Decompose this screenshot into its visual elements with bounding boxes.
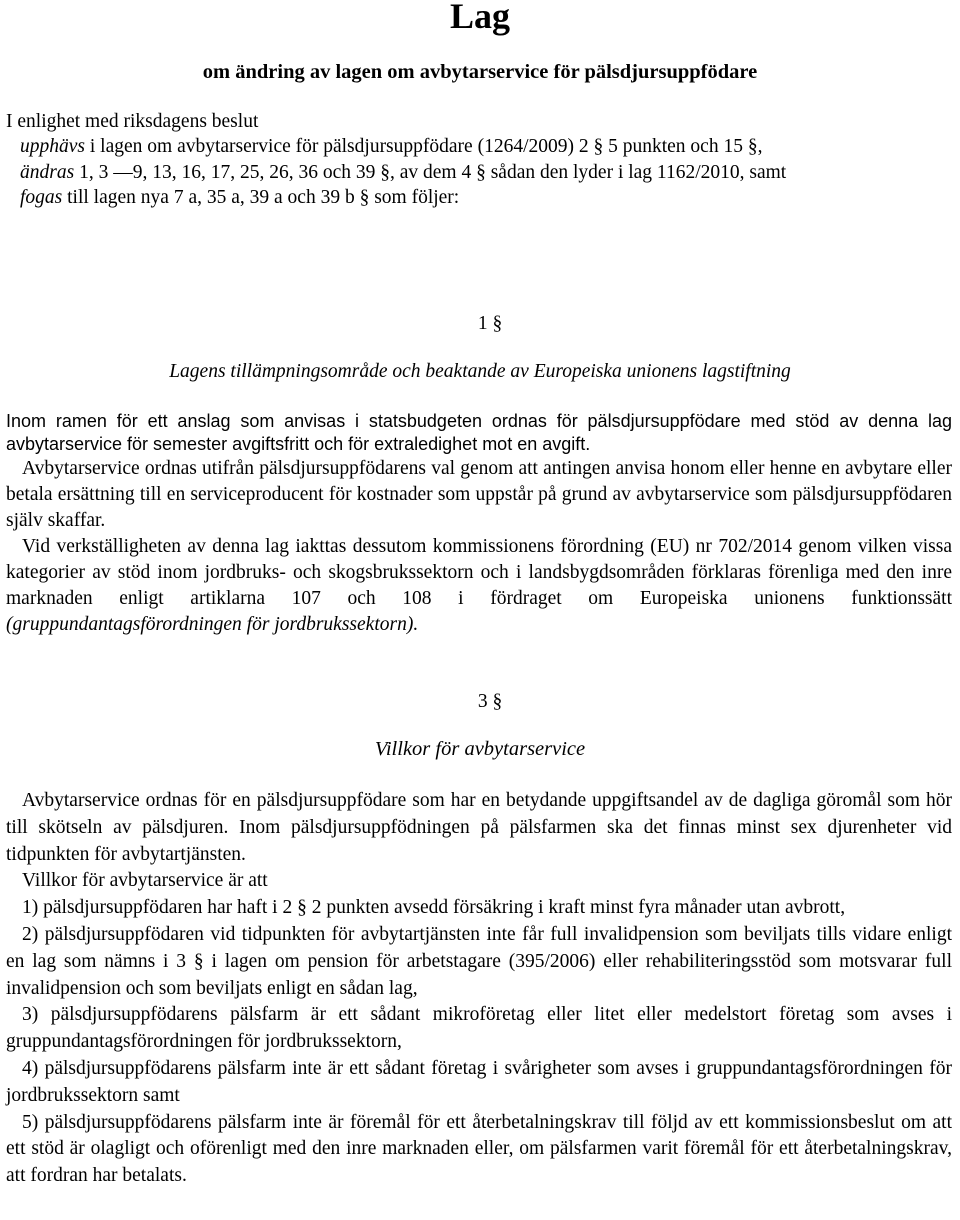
section-3-heading: Villkor för avbytarservice <box>374 738 586 760</box>
law-title: Lag <box>449 0 510 36</box>
section-1-first-paragraph <box>6 410 952 456</box>
amend-text: 1, 3 —9, 13, 16, 17, 25, 26, 36 och 39 §, av dem 4 § sådan den lyder i lag 1162/2010, samt <box>74 161 787 183</box>
section-3-condition: 5) pälsdjursuppfödarens pälsfarm inte är föremål för ett återbetalningskrav till följd av ett kommissionsbeslut om att ett stöd är olagligt och oförenligt med den inre marknaden eller, om pälsfarmen varit föremål för ett återbetalningskrav, att fordran har betalats. <box>6 1111 952 1187</box>
section-1-paragraph: Inom ramen för ett anslag som anvisas i statsbudgeten ordnas för pälsdjursuppfödare med stöd av denna lag avbytarservice för semester avgiftsfritt och för extraledighet mot en avgift. <box>6 411 952 454</box>
eu-text: Vid verkställigheten av denna lag iakttas dessutom kommissionens förordning (EU) nr 702/2014 genom vilken vissa kategorier av stöd inom jordbruks- och skogsbrukssektorn och i landsbygdsområden förklaras förenliga med den inre marknaden enligt artiklarna 107 och 108 i fördraget om Europeiska unionens funktionssätt <box>6 536 952 609</box>
amend-clause <box>6 160 952 185</box>
section-3-condition: 2) pälsdjursuppfödaren vid tidpunkten för avbytartjänsten inte får full invalidpension som beviljats tills vidare enligt en lag som nämns i 3 § i lagen om pension för arbetstagare (395/2006) eller rehabiliteringsstöd som motsvarar full invalidpension och som beviljats enligt en sådan lag, <box>6 923 952 999</box>
section-1-body <box>6 456 952 638</box>
section-3-number: 3 § <box>477 691 503 712</box>
section-1-paragraph: Avbytarservice ordnas utifrån pälsdjursuppfödarens val genom att antingen anvisa honom eller henne en avbytare eller betala ersättning till en serviceproducent för kostnader som uppstår på grund av avbytarservice som pälsdjursuppfödaren själv skaffar. <box>6 458 952 531</box>
add-lead: fogas <box>20 186 63 208</box>
amend-lead: ändras <box>20 161 75 183</box>
repeal-lead: upphävs <box>20 136 85 158</box>
law-subtitle: om ändring av lagen om avbytarservice för pälsdjursuppfödare <box>202 61 758 83</box>
resolution-line: I enlighet med riksdagens beslut <box>6 111 259 132</box>
eu-italic: (gruppundantagsförordningen för jordbrukssektorn). <box>6 614 419 635</box>
add-text: till lagen nya 7 a, 35 a, 39 a och 39 b § som följer: <box>62 186 460 208</box>
repeal-text: i lagen om avbytarservice för pälsdjursuppfödare (1264/2009) 2 § 5 punkten och 15 §, <box>85 136 763 158</box>
section-3-condition: 1) pälsdjursuppfödaren har haft i 2 § 2 punkten avsedd försäkring i kraft minst fyra månader utan avbrott, <box>22 897 846 919</box>
section-3-condition: 4) pälsdjursuppfödarens pälsfarm inte är ett sådant företag i svårigheter som avses i gruppundantagsförordningen för jordbrukssektorn samt <box>6 1057 952 1106</box>
section-3-paragraph: Villkor för avbytarservice är att <box>22 870 268 892</box>
enacting-clause <box>6 109 952 210</box>
add-clause <box>6 185 952 210</box>
section-1-heading: Lagens tillämpningsområde och beaktande av Europeiska unionens lagstiftning <box>169 361 791 382</box>
repeal-clause <box>6 134 952 159</box>
section-1-eu-paragraph <box>6 534 952 638</box>
section-3-paragraph: Avbytarservice ordnas för en pälsdjursuppfödare som har en betydande uppgiftsandel av de dagliga göromål som hör till skötseln av pälsdjuren. Inom pälsdjursuppfödningen på pälsfarmen ska det finnas minst sex djurenheter vid tidpunkten för avbytartjänsten. <box>6 790 952 865</box>
section-3-body <box>6 788 952 1190</box>
section-1-number: 1 § <box>477 313 503 334</box>
section-3-condition: 3) pälsdjursuppfödarens pälsfarm är ett sådant mikroföretag eller litet eller medelstort företag som avses i gruppundantagsförordningen för jordbrukssektorn, <box>6 1004 952 1053</box>
